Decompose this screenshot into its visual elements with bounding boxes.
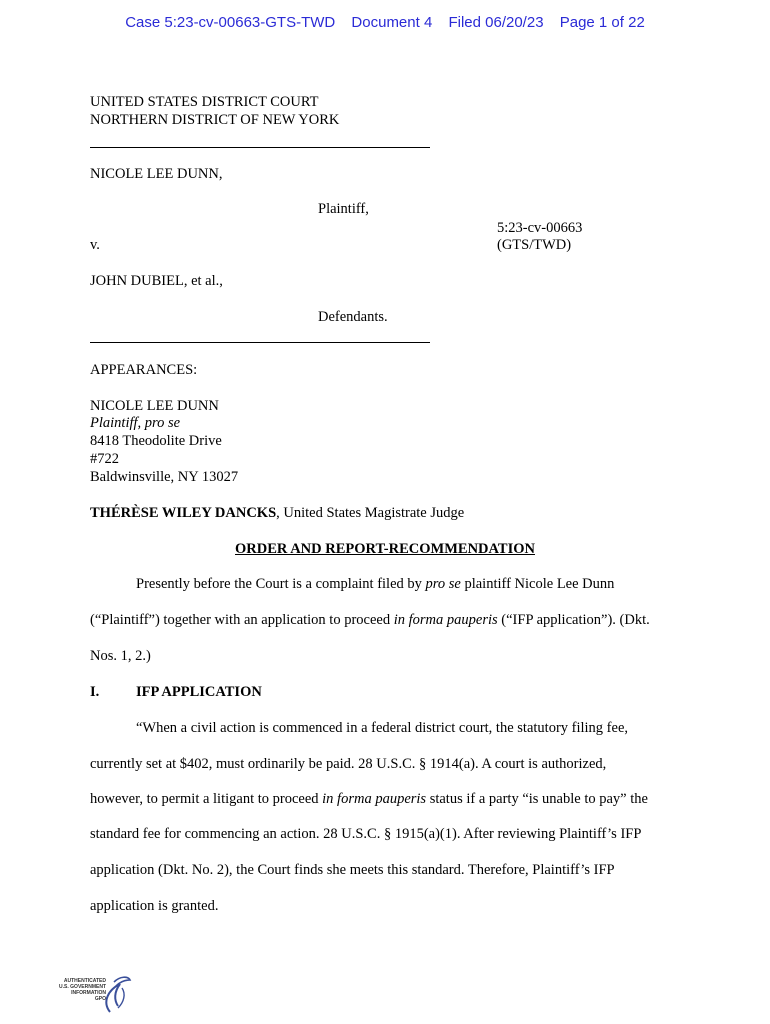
judge-line <box>90 505 464 522</box>
caption-top-rule <box>90 147 430 148</box>
versus: v. <box>90 237 100 253</box>
court-name-line1: UNITED STATES DISTRICT COURT <box>90 94 319 110</box>
section-1-line-6: application is granted. <box>90 898 219 914</box>
appearance-address-3: Baldwinsville, NY 13027 <box>90 469 239 485</box>
intro-line-2: (“Plaintiff”) together with an application to proceed in forma pauperis (“IFP application”). (Dkt. <box>90 612 650 628</box>
section-1-line-4: standard fee for commencing an action. 28 U.S.C. § 1915(a)(1). After reviewing Plaintiff’s IFP <box>90 826 642 842</box>
section-1-line-5: application (Dkt. No. 2), the Court finds she meets this standard. Therefore, Plaintiff’s IFP <box>90 862 615 878</box>
case-number-1: 5:23-cv-00663 <box>497 220 583 236</box>
judge-name: THÉRÈSE WILEY DANCKS <box>90 505 277 521</box>
filed-date-header: Filed 06/20/23 <box>448 14 544 31</box>
plaintiff-label: Plaintiff, <box>318 201 369 217</box>
defendant-label: Defendants. <box>318 309 388 325</box>
document-number-header: Document 4 <box>351 14 433 31</box>
ecf-header <box>0 14 770 32</box>
plaintiff-name: NICOLE LEE DUNN, <box>90 166 223 182</box>
caption-bottom-rule <box>90 342 430 343</box>
order-title: ORDER AND REPORT-RECOMMENDATION <box>235 541 535 557</box>
appearance-address-1: 8418 Theodolite Drive <box>90 433 222 449</box>
case-number-2: (GTS/TWD) <box>497 237 572 253</box>
gpo-seal-text: AUTHENTICATED U.S. GOVERNMENT INFORMATION GPO <box>59 978 106 1002</box>
appearance-name: NICOLE LEE DUNN <box>90 398 219 414</box>
section-1-line-1: “When a civil action is commenced in a federal district court, the statutory filing fee, <box>136 720 629 736</box>
section-1-line-3: however, to permit a litigant to proceed in forma pauperis status if a party “is unable to pay” the <box>90 791 648 807</box>
case-number-header: Case 5:23-cv-00663-GTS-TWD <box>125 14 336 31</box>
judge-title: , United States Magistrate Judge <box>276 505 465 521</box>
intro-line-1: Presently before the Court is a complaint filed by pro se plaintiff Nicole Lee Dunn <box>136 576 615 592</box>
page-number-header: Page 1 of 22 <box>559 14 645 31</box>
intro-line-3: Nos. 1, 2.) <box>90 648 151 664</box>
gpo-authentication-seal <box>44 972 134 1018</box>
section-1-number: I. <box>90 684 100 700</box>
appearances-heading: APPEARANCES: <box>90 362 198 378</box>
appearance-address-2: #722 <box>90 451 119 467</box>
defendant-name: JOHN DUBIEL, et al., <box>90 273 223 289</box>
court-name-line2: NORTHERN DISTRICT OF NEW YORK <box>90 112 340 128</box>
gpo-eagle-icon <box>44 972 134 1018</box>
appearance-role: Plaintiff, pro se <box>90 415 181 431</box>
section-1-heading: IFP APPLICATION <box>136 684 262 700</box>
section-1-line-2: currently set at $402, must ordinarily be paid. 28 U.S.C. § 1914(a). A court is authorized, <box>90 756 607 772</box>
